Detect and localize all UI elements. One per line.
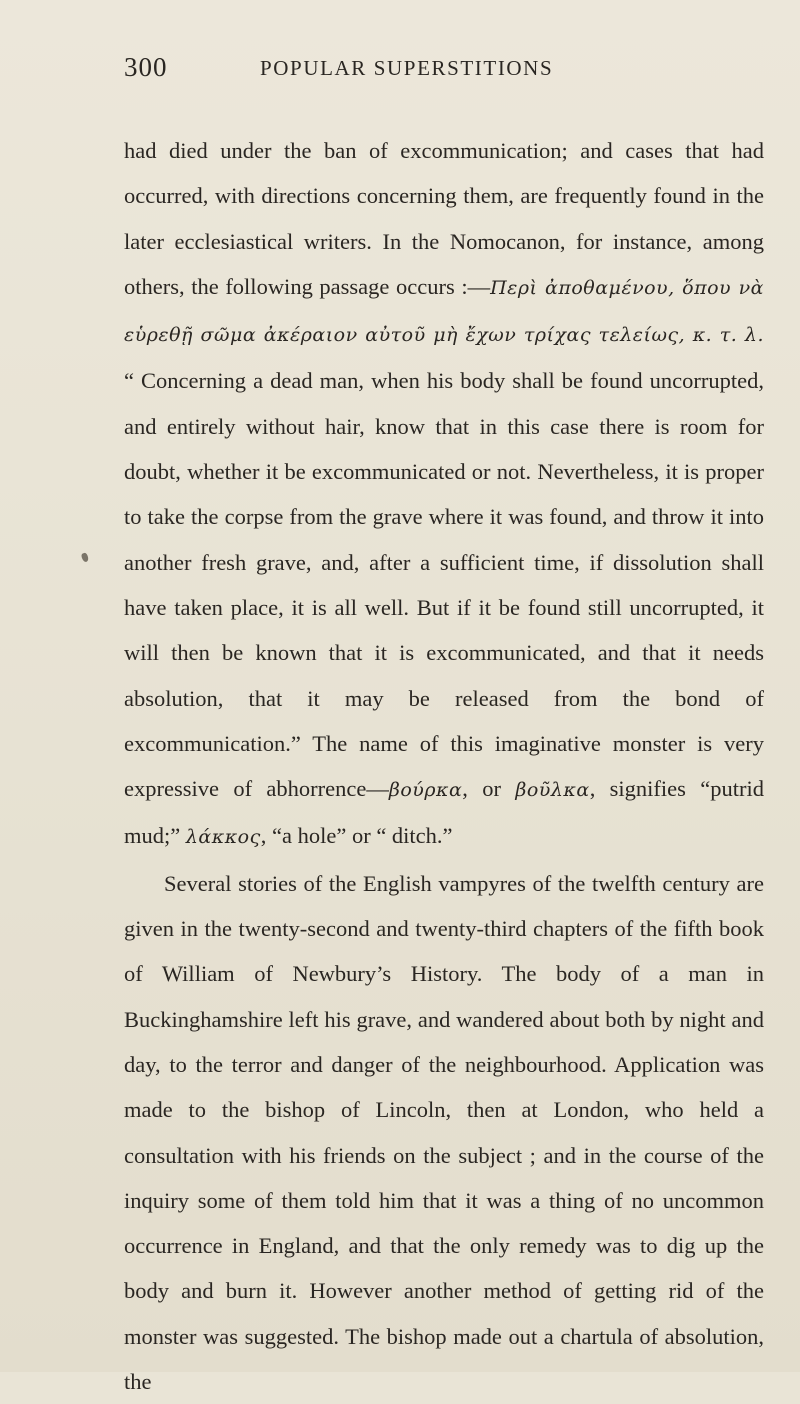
text-segment: Several stories of the English vampyres of the twelfth century are given in the twenty-second and twenty-third chapters of the fifth book of William of Newbury’s History. The body of a man in Buckinghamshire left his grave, and wandered about both by night and day, to the terror and danger of the neighbourhood. Application was made to the bishop of Lincoln, then at London, who held a consultation with his friends on the subject ; and in the course of the inquiry some of them told him that it was a thing of no uncommon occurrence in England, and that the only remedy was to dig up the body and burn it. However another method of getting rid of the monster was suggested. The bishop made out a chartula of absolution, the xyxy=(124,870,764,1395)
text-segment: , “a hole” or “ ditch.” xyxy=(260,823,453,849)
text-segment: , signifies “putrid mud;” xyxy=(124,776,764,849)
greek-quotation: Περὶ ἀποθαμένου, ὅπου νὰ εὑρεθῇ σῶμα ἀκέραιον αὐτοῦ μὴ ἔχων τρίχας τελείως, κ. τ. λ. xyxy=(124,276,764,347)
running-title: POPULAR SUPERSTITIONS xyxy=(260,56,554,80)
page-header xyxy=(124,52,736,88)
text-segment: had died under the ban of excommunication; and cases that had occurred, with directions concerning them, are frequently found in the later ecclesiastical writers. In the Nomocanon, for instance, among others, the following passage occurs :— xyxy=(124,138,764,299)
greek-word-boulka: βοῦλκα xyxy=(515,779,590,802)
page-number: 300 xyxy=(124,52,168,82)
paragraph-1 xyxy=(124,128,764,861)
text-segment: “ Concerning a dead man, when his body shall be found uncorrupted, and entirely without hair, know that in this case there is room for doubt, whether it be excommunicated or not. Nevertheless, it is proper to take the corpse from the grave where it was found, and throw it into another fresh grave, and, after a sufficient time, if dissolution shall have taken place, it is all well. But if it be found still uncorrupted, it will then be known that it is excommunicated, and that it needs absolution, that it may be released from the bond of excommunication.” The name of this imaginative monster is very expressive of abhorrence— xyxy=(124,368,764,802)
greek-word-lakkos: λάκκος xyxy=(185,826,261,849)
margin-ink-mark xyxy=(81,552,90,563)
paragraph-2 xyxy=(124,861,764,1404)
body-text xyxy=(124,128,764,1404)
text-segment: , or xyxy=(462,776,516,802)
greek-word-bourka: βούρκα xyxy=(388,779,463,802)
